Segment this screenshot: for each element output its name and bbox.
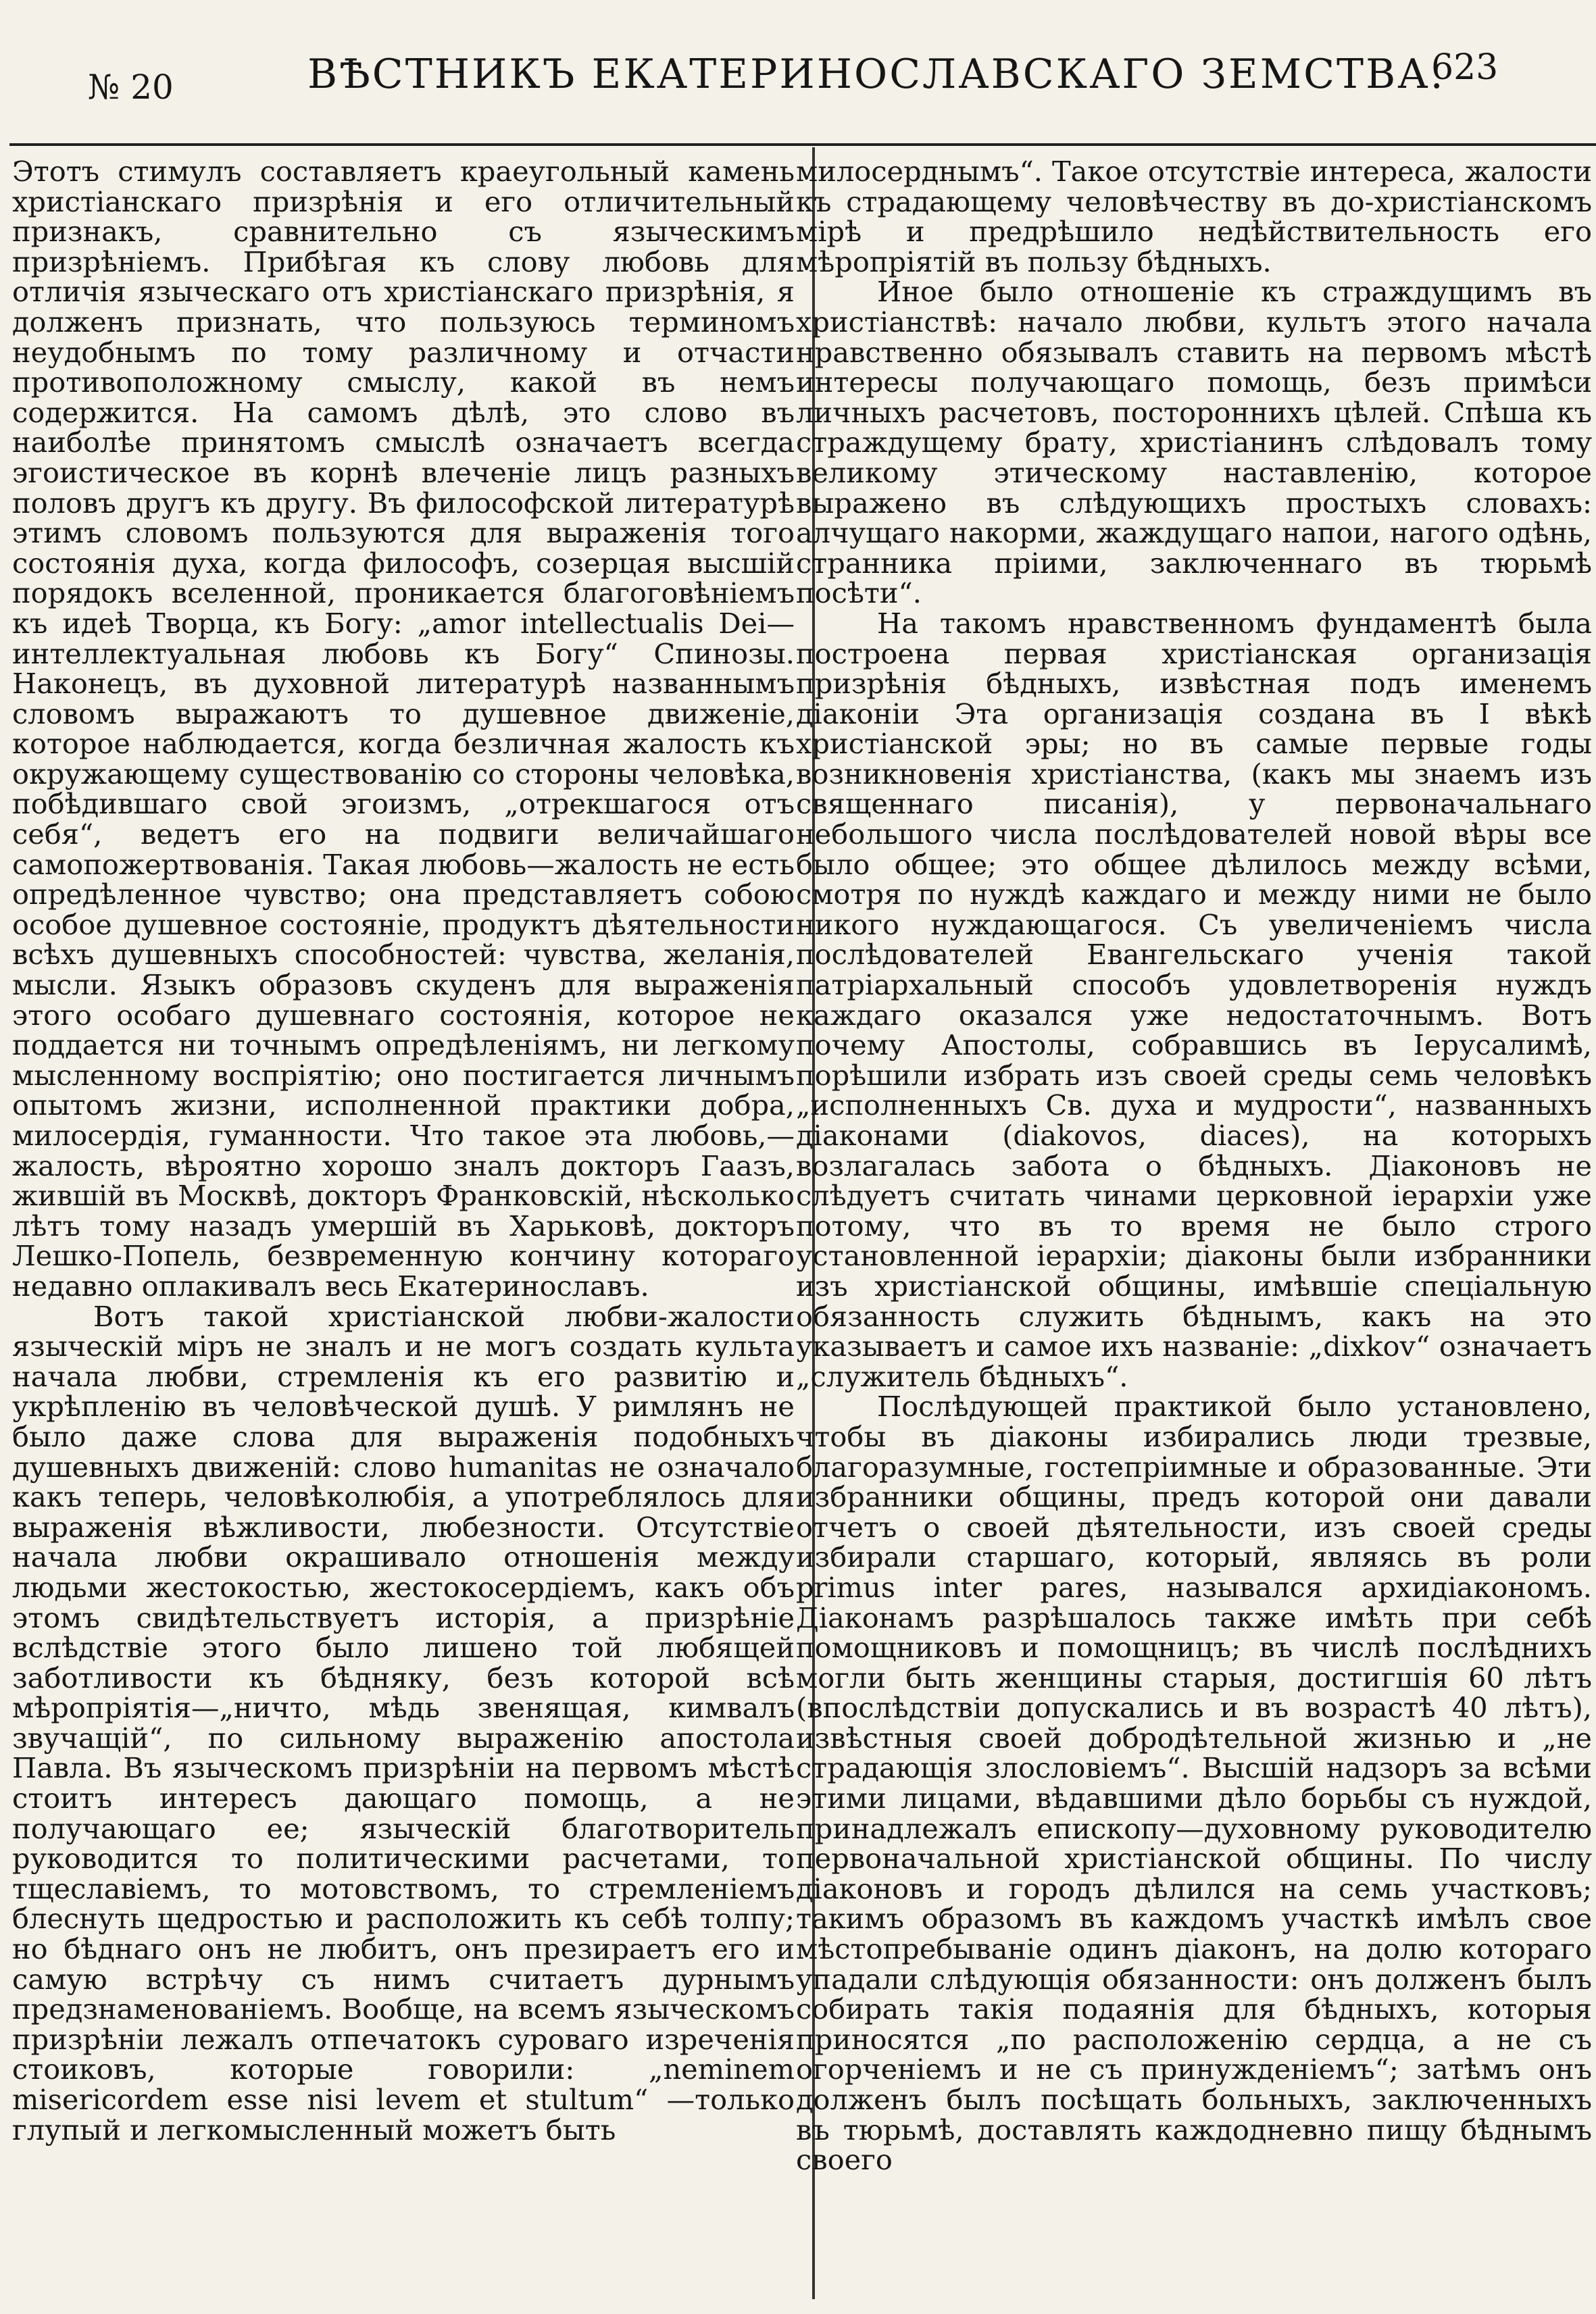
paragraph: Иное было отношеніе къ страждущимъ въ христіанствѣ: начало любви, культъ этого начала нравственно обязывалъ ставить на первомъ мѣстѣ интересы получающаго помощь, безъ примѣси личныхъ расчетовъ, постороннихъ цѣлей. Спѣша къ страждущему брату, христіанинъ слѣдовалъ тому великому этическому наставленію, которое выражено въ слѣдующихъ простыхъ словахъ: алчущаго накорми, жаждущаго напои, нагого одѣнь, странника пріими, заключеннаго въ тюрьмѣ посѣти“. (796, 275, 1592, 610)
paragraph: милосерднымъ“. Такое отсутствіе интереса, жалости къ страдающему человѣчеству въ до-христіанскомъ мірѣ и предрѣшило недѣйствительность его мѣропріятій въ пользу бѣдныхъ. (796, 157, 1592, 278)
paragraph: Послѣдующей практикой было установлено, чтобы въ діаконы избирались люди трезвые, благоразумные, гостепріимные и образованные. Эти избранники общины, предъ которой они давали отчетъ о своей дѣятельности, изъ своей среды избирали старшаго, который, являясь въ роли primus inter pares, назывался архидіакономъ. Діаконамъ разрѣшалось также имѣть при себѣ помощниковъ и помощницъ; въ числѣ послѣднихъ могли быть женщины старыя, достигшія 60 лѣтъ (впослѣдствіи допускались и въ возрастѣ 40 лѣтъ), извѣстныя своей добродѣтельной жизнью и „не страдающія злословіемъ“. Высшій надзоръ за всѣми этими лицами, вѣдавшими дѣло борьбы съ нуждой, принадлежалъ епископу—духовному руководителю первоначальной христіанской общины. По числу діаконовъ и городъ дѣлился на семь участковъ; такимъ образомъ въ каждомъ участкѣ имѣлъ свое мѣстопребываніе одинъ діаконъ, на долю котораго упадали слѣдующія обязанности: онъ долженъ былъ собирать такія подаянія для бѣдныхъ, которыя приносятся „по расположенію сердца, а не съ огорченіемъ и не съ принужденіемъ“; затѣмъ онъ долженъ былъ посѣщать больныхъ, заключенныхъ въ тюрьмѣ, доставлять каждодневно пищу бѣднымъ своего (796, 1390, 1592, 2177)
issue-number: № 20 (88, 68, 174, 107)
running-header (0, 0, 1596, 122)
header-rule (9, 143, 1596, 146)
paragraph: На такомъ нравственномъ фундаментѣ была построена первая христіанская организація призрѣнія бѣдныхъ, извѣстная подъ именемъ діаконіи Эта организація создана въ I вѣкѣ христіанской эры; но въ самые первые годы возникновенія христіанства, (какъ мы знаемъ изъ священнаго писанія), у первоначальнаго небольшого числа послѣдователей новой вѣры все было общее; это общее дѣлилось между всѣми, смотря по нуждѣ каждаго и между ними не было никого нуждающагося. Съ увеличеніемъ числа послѣдователей Евангельскаго ученія такой патріархальный способъ удовлетворенія нуждъ каждаго оказался уже недостаточнымъ. Вотъ почему Апостолы, собравшись въ Іерусалимѣ, порѣшили избрать изъ своей среды семь человѣкъ „исполненныхъ Св. духа и мудрости“, названныхъ діаконами (diakovos, diaces), на которыхъ возлагалась забота о бѣдныхъ. Діаконовъ не слѣдуетъ считать чинами церковной іерархіи уже потому, что въ то время не было строго установленной іерархіи; діаконы были избранники изъ христіанской общины, имѣвшіе спеціальную обязанность служить бѣднымъ, какъ на это указываетъ и самое ихъ названіе: „dixkov“ означаетъ „служитель бѣдныхъ“. (796, 606, 1592, 1393)
paragraph: Этотъ стимулъ составляетъ краеугольный камень христіанскаго призрѣнія и его отличительный признакъ, сравнительно съ языческимъ призрѣніемъ. Прибѣгая къ слову любовь для отличія языческаго отъ христіанскаго призрѣнія, я долженъ признать, что пользуюсь терминомъ неудобнымъ по тому различному и отчасти противоположному смыслу, какой въ немъ содержится. На самомъ дѣлѣ, это слово въ наиболѣе принятомъ смыслѣ означаетъ всегда эгоистическое въ корнѣ влеченіе лицъ разныхъ половъ другъ къ другу. Въ философской литературѣ этимъ словомъ пользуются для выраженія того состоянія духа, когда философъ, созерцая высшій порядокъ вселенной, проникается благоговѣніемъ къ идеѣ Творца, къ Богу: „amor intellectualis Dei—интеллектуальная любовь къ Богу“ Спинозы. Наконецъ, въ духовной литературѣ названнымъ словомъ выражаютъ то душевное движеніе, которое наблюдается, когда безличная жалость къ окружающему существованію со стороны человѣка, побѣдившаго свой эгоизмъ, „отрекшагося отъ себя“, ведетъ его на подвиги величайшаго самопожертвованія. Такая любовь—жалость не есть опредѣленное чувство; она представляетъ собою особое душевное состояніе, продуктъ дѣятельности всѣхъ душевныхъ способностей: чувства, желанія, мысли. Языкъ образовъ скуденъ для выраженія этого особаго душевнаго состоянія, которое не поддается ни точнымъ опредѣленіямъ, ни легкому мысленному воспріятію; оно постигается личнымъ опытомъ жизни, исполненной практики добра, милосердія, гуманности. Что такое эта любовь,—жалость, вѣроятно хорошо зналъ докторъ Гаазъ, жившій въ Москвѣ, докторъ Франковскій, нѣсколько лѣтъ тому назадъ умершій въ Харьковѣ, докторъ Лешко-Попель, безвременную кончину котораго недавно оплакивалъ весь Екатеринославъ. (12, 157, 795, 1303)
journal-title: ВѢСТНИКЪ ЕКАТЕРИНОСЛАВСКАГО ЗЕМСТВА. (307, 51, 1445, 98)
paragraph: Вотъ такой христіанской любви-жалости языческій міръ не зналъ и не могъ создать культа начала любви, стремленія къ его развитію и укрѣпленію въ человѣческой душѣ. У римлянъ не было даже слова для выраженія подобныхъ душевныхъ движеній: слово humanitas не означало какъ теперь, человѣколюбія, а употреблялось для выраженія вѣжливости, любезности. Отсутствіе начала любви окрашивало отношенія между людьми жестокостью, жестокосердіемъ, какъ объ этомъ свидѣтельствуетъ исторія, а призрѣніе вслѣдствіе этого было лишено той любящей заботливости къ бѣдняку, безъ которой всѣ мѣропріятія—„ничто, мѣдь звенящая, кимвалъ звучащій“, по сильному выраженію апостола Павла. Въ языческомъ призрѣніи на первомъ мѣстѣ стоитъ интересъ дающаго помощь, а не получающаго ее; языческій благотворитель руководится то политическими расчетами, то тщеславіемъ, то мотовствомъ, то стремленіемъ блеснуть щедростью и расположить къ себѣ толпу; но бѣднаго онъ не любитъ, онъ презираетъ его и самую встрѣчу съ нимъ считаетъ дурнымъ предзнаменованіемъ. Вообще, на всемъ языческомъ призрѣніи лежалъ отпечатокъ суроваго изреченія стоиковъ, которые говорили: „neminem misericordem esse nisi levem et stultum“ —только глупый и легкомысленный можетъ быть (12, 1299, 795, 2146)
left-column (12, 157, 795, 2298)
right-column (796, 157, 1592, 2298)
page-number: 623 (1431, 47, 1499, 88)
